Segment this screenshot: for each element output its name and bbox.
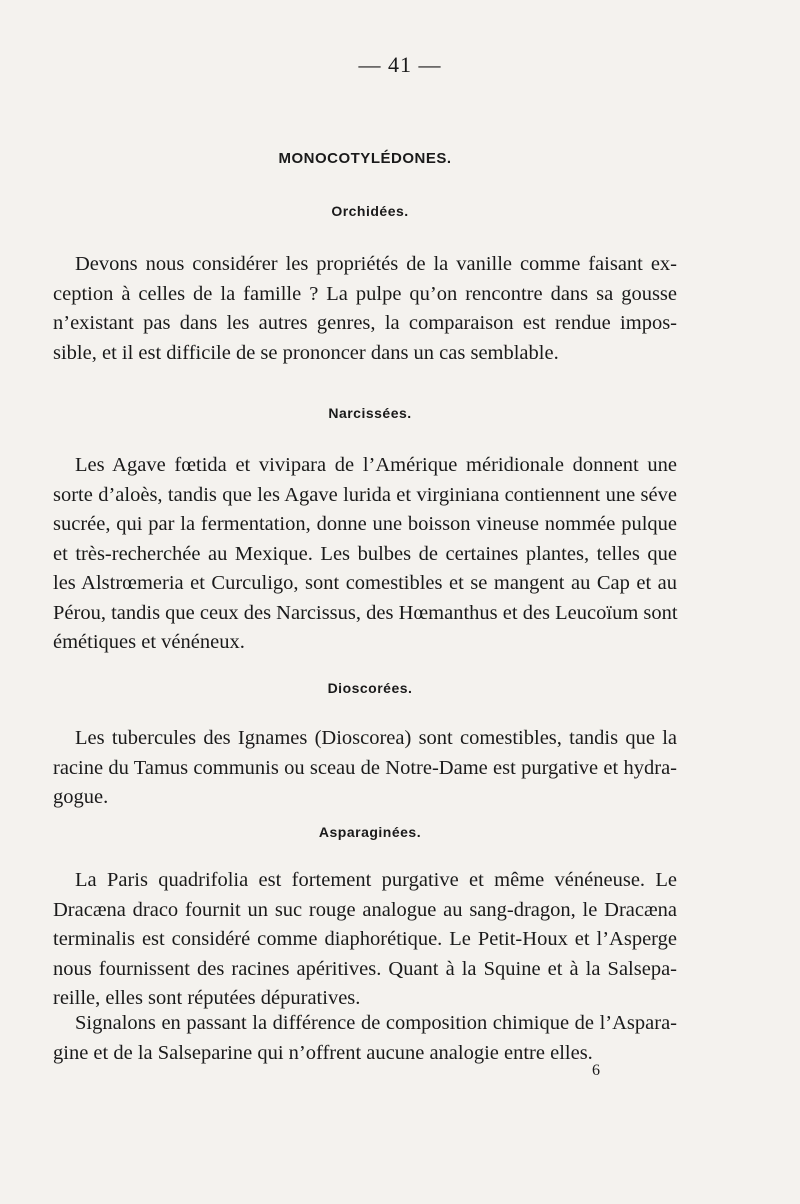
text-line: sucrée, qui par la fermentation, donne une boisson vineuse nommée pulque [53, 513, 677, 535]
text-line: racine du Tamus communis ou sceau de Notre-Dame est purgative et hydra- [53, 756, 677, 779]
text-line: ception à celles de la famille ? La pulpe qu’on rencontre dans sa gousse [53, 282, 677, 305]
text-line: Dracæna draco fournit un suc rouge analogue au sang-dragon, le Dracæna [53, 898, 677, 921]
text-line: gine et de la Salseparine qui n’offrent aucune analogie entre elles. [53, 1041, 593, 1064]
paragraph-dioscorees [53, 724, 677, 813]
text-line: émétiques et vénéneux. [53, 631, 245, 653]
text-line: reille, elles sont réputées dépuratives. [53, 987, 361, 1009]
subheading-dioscorees: Dioscorées. [327, 680, 413, 696]
text-line: Les Agave fœtida et vivipara de l’Amérique méridionale donnent une [75, 454, 677, 476]
text-line: les Alstrœmeria et Curculigo, sont comestibles et se mangent au Cap et au [53, 572, 677, 594]
paragraph-asparaginees [53, 866, 677, 1014]
text-line: Pérou, tandis que ceux des Narcissus, des Hœmanthus et des Leucoïum sont [53, 601, 678, 624]
text-line: n’existant pas dans les autres genres, la comparaison est rendue impos- [53, 312, 677, 334]
subheading-narcissees: Narcissées. [328, 405, 412, 421]
text-line: Devons nous considérer les propriétés de la vanille comme faisant ex- [75, 253, 677, 275]
section-title: MONOCOTYLÉDONES. [278, 150, 452, 167]
text-line: gogue. [53, 786, 109, 808]
subheading-orchidees: Orchidées. [331, 203, 409, 219]
text-line: terminalis est considéré comme diaphorétique. Le Petit-Houx et l’Asperge [53, 928, 677, 950]
subheading-asparaginees: Asparaginées. [318, 824, 422, 840]
text-line: Les tubercules des Ignames (Dioscorea) sont comestibles, tandis que la [75, 727, 677, 749]
text-line: sorte d’aloès, tandis que les Agave lurida et virginiana contiennent une séve [53, 483, 677, 506]
text-line: Signalons en passant la différence de composition chimique de l’Aspara- [75, 1012, 677, 1034]
paragraph-narcissees [53, 451, 677, 658]
paragraph-signalons [53, 1009, 677, 1068]
text-line: et très-recherchée au Mexique. Les bulbes de certaines plantes, telles que [53, 542, 677, 565]
signature-mark: 6 [592, 1062, 600, 1079]
text-line: La Paris quadrifolia est fortement purgative et même vénéneuse. Le [75, 869, 677, 891]
text-line: nous fournissent des racines apéritives. Quant à la Squine et à la Salsepa- [53, 957, 677, 980]
text-line: sible, et il est difficile de se prononcer dans un cas semblable. [53, 341, 559, 364]
paragraph-orchidees [53, 250, 677, 368]
page-number: — 41 — [358, 52, 442, 77]
